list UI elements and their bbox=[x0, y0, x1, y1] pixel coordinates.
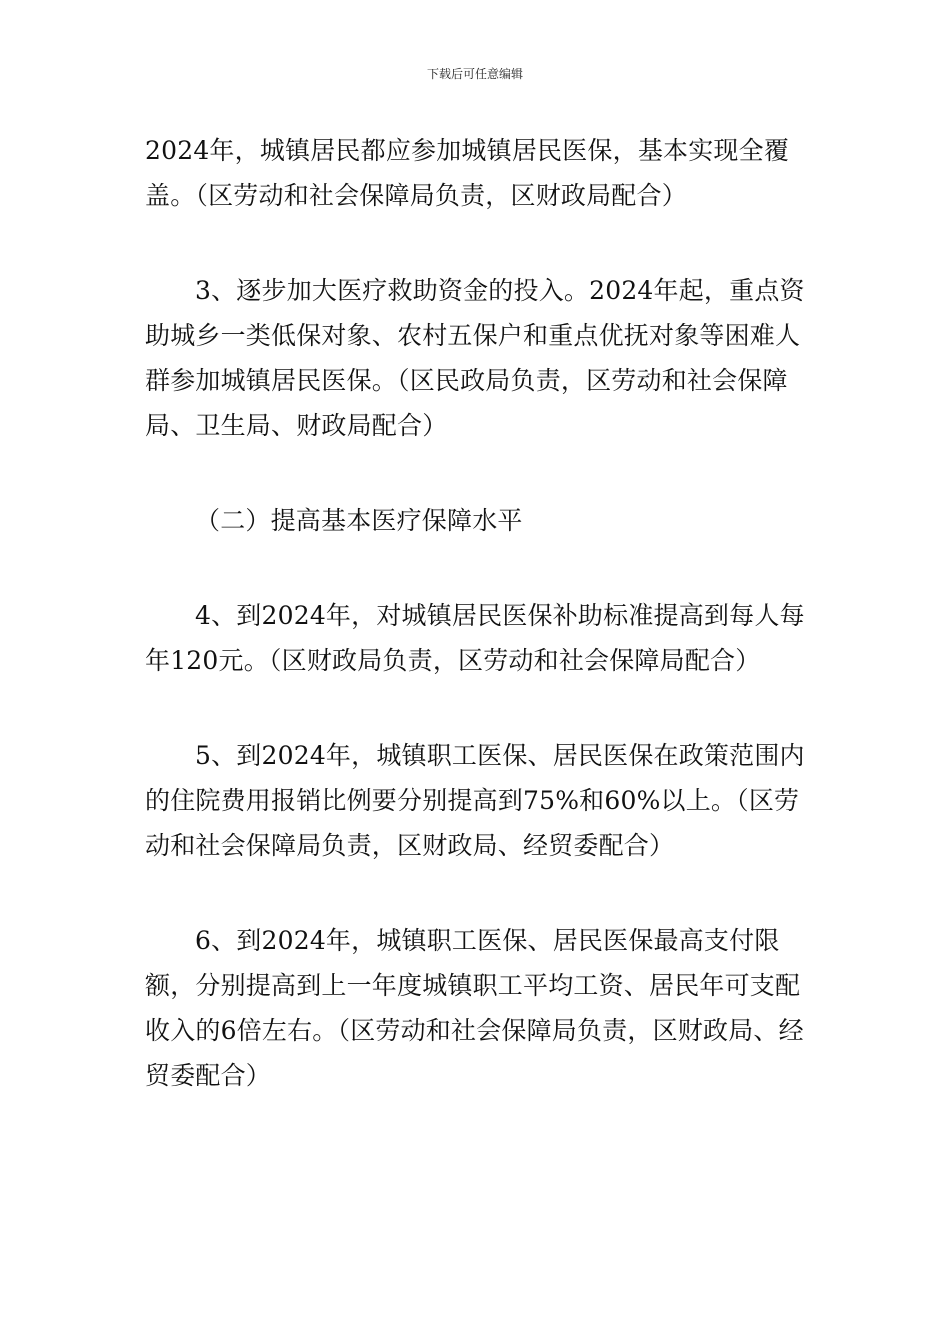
paragraph-item-5: 5、到2024年，城镇职工医保、居民医保在政策范围内的住院费用报销比例要分别提高到75%和60%以上。（区劳动和社会保障局负责，区财政局、经贸委配合） bbox=[145, 741, 805, 860]
paragraph-item-3: 3、逐步加大医疗救助资金的投入。2024年起，重点资助城乡一类低保对象、农村五保户和重点优抚对象等困难人群参加城镇居民医保。（区民政局负责，区劳动和社会保障局、卫生局、财政局配合） bbox=[145, 276, 805, 440]
page-header-note: 下载后可任意编辑 bbox=[426, 67, 523, 81]
paragraph-continuation: 2024年，城镇居民都应参加城镇居民医保，基本实现全覆盖。（区劳动和社会保障局负责，区财政局配合） bbox=[145, 136, 790, 210]
paragraph-item-4: 4、到2024年，对城镇居民医保补助标准提高到每人每年120元。（区财政局负责，区劳动和社会保障局配合） bbox=[145, 601, 805, 675]
document-body bbox=[145, 128, 810, 1098]
section-heading-2: （二）提高基本医疗保障水平 bbox=[195, 506, 523, 535]
paragraph-item-6: 6、到2024年，城镇职工医保、居民医保最高支付限额，分别提高到上一年度城镇职工平均工资、居民年可支配收入的6倍左右。（区劳动和社会保障局负责，区财政局、经贸委配合） bbox=[145, 926, 804, 1090]
